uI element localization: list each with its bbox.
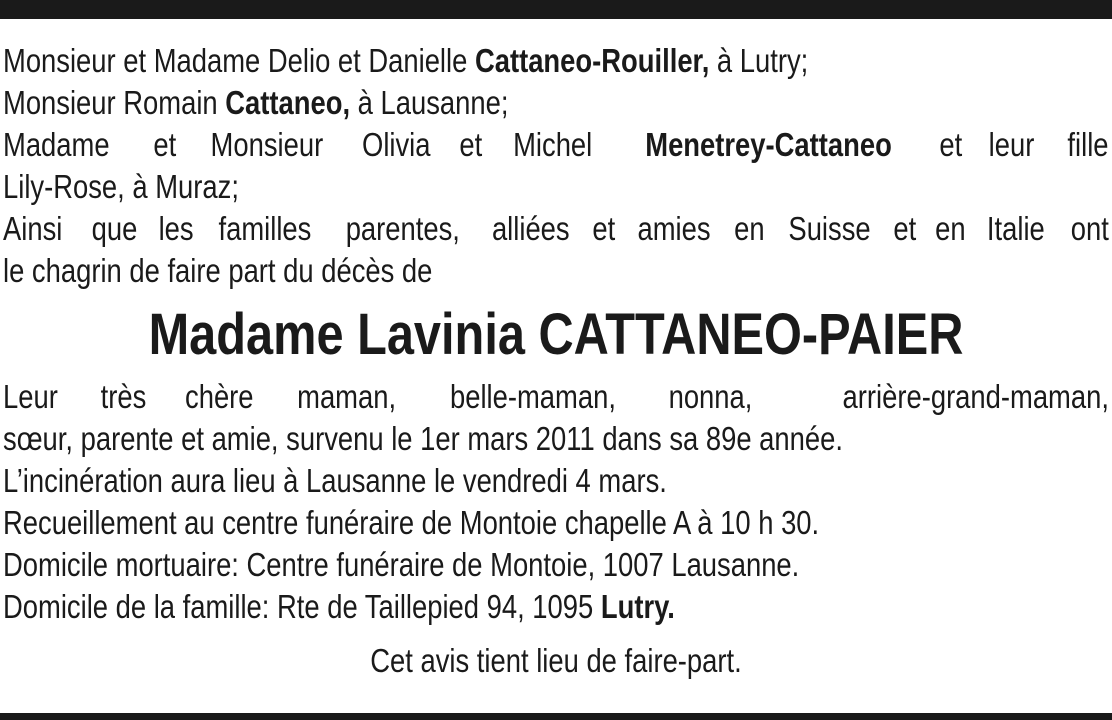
mourner-line-4: Lily-Rose, à Muraz; [3, 168, 239, 205]
detail-town: Lutry. [600, 588, 675, 625]
word: très [100, 378, 147, 415]
mourner-text: Monsieur et Madame Delio et Danielle [3, 42, 468, 79]
word: fille [1067, 126, 1109, 163]
mourner-line-3 [3, 124, 1109, 166]
word: chère [184, 378, 254, 415]
word: ont [1070, 210, 1109, 247]
word: Michel [512, 126, 592, 163]
word: et [592, 210, 616, 247]
word: alliées [491, 210, 570, 247]
word: belle-maman, [450, 378, 617, 415]
obituary-notice [3, 40, 1109, 682]
deceased-name: Madame Lavinia CATTANEO-PAIER [148, 302, 964, 367]
word: Madame [3, 126, 110, 163]
word: parentes, [345, 210, 460, 247]
word: en [934, 210, 966, 247]
word: Italie [986, 210, 1045, 247]
word: familles [218, 210, 312, 247]
detail-line-1 [3, 376, 1109, 418]
footer-note: Cet avis tient lieu de faire-part. [370, 642, 742, 679]
mourner-text: Monsieur Romain [3, 84, 218, 121]
word: et [153, 126, 177, 163]
word: les [158, 210, 194, 247]
mourner-line-6: le chagrin de faire part du décès de [3, 252, 433, 289]
word: que [91, 210, 138, 247]
mourner-place: à Lausanne; [357, 84, 509, 121]
word: maman, [297, 378, 397, 415]
bottom-border [0, 713, 1112, 720]
detail-line-4: Recueillement au centre funéraire de Montoie chapelle A à 10 h 30. [3, 504, 820, 541]
word: leur [989, 126, 1035, 163]
detail-line-6 [3, 586, 1112, 628]
mourner-line-5 [3, 208, 1109, 250]
detail-text: Domicile de la famille: Rte de Taillepied 94, 1095 [3, 588, 594, 625]
word: Menetrey-Cattaneo [645, 126, 892, 163]
word: et [893, 210, 917, 247]
mourner-line-2 [3, 82, 1112, 124]
mourner-line-1 [3, 40, 1112, 82]
word: et [939, 126, 963, 163]
top-border [0, 0, 1112, 19]
word: et [459, 126, 483, 163]
word: Suisse [788, 210, 871, 247]
word: Monsieur [210, 126, 324, 163]
mourner-surname: Cattaneo, [225, 84, 351, 121]
mourner-place: à Lutry; [716, 42, 809, 79]
word: Ainsi [3, 210, 63, 247]
word: arrière-grand-maman, [842, 378, 1109, 415]
word: en [733, 210, 765, 247]
detail-line-2: sœur, parente et amie, survenu le 1er mars 2011 dans sa 89e année. [3, 420, 843, 457]
word: amies [637, 210, 711, 247]
detail-line-3: L’incinération aura lieu à Lausanne le vendredi 4 mars. [3, 462, 667, 499]
word: nonna, [668, 378, 753, 415]
word: Olivia [361, 126, 431, 163]
word: Leur [3, 378, 58, 415]
detail-line-5: Domicile mortuaire: Centre funéraire de Montoie, 1007 Lausanne. [3, 546, 800, 583]
mourner-surname: Cattaneo-Rouiller, [474, 42, 710, 79]
